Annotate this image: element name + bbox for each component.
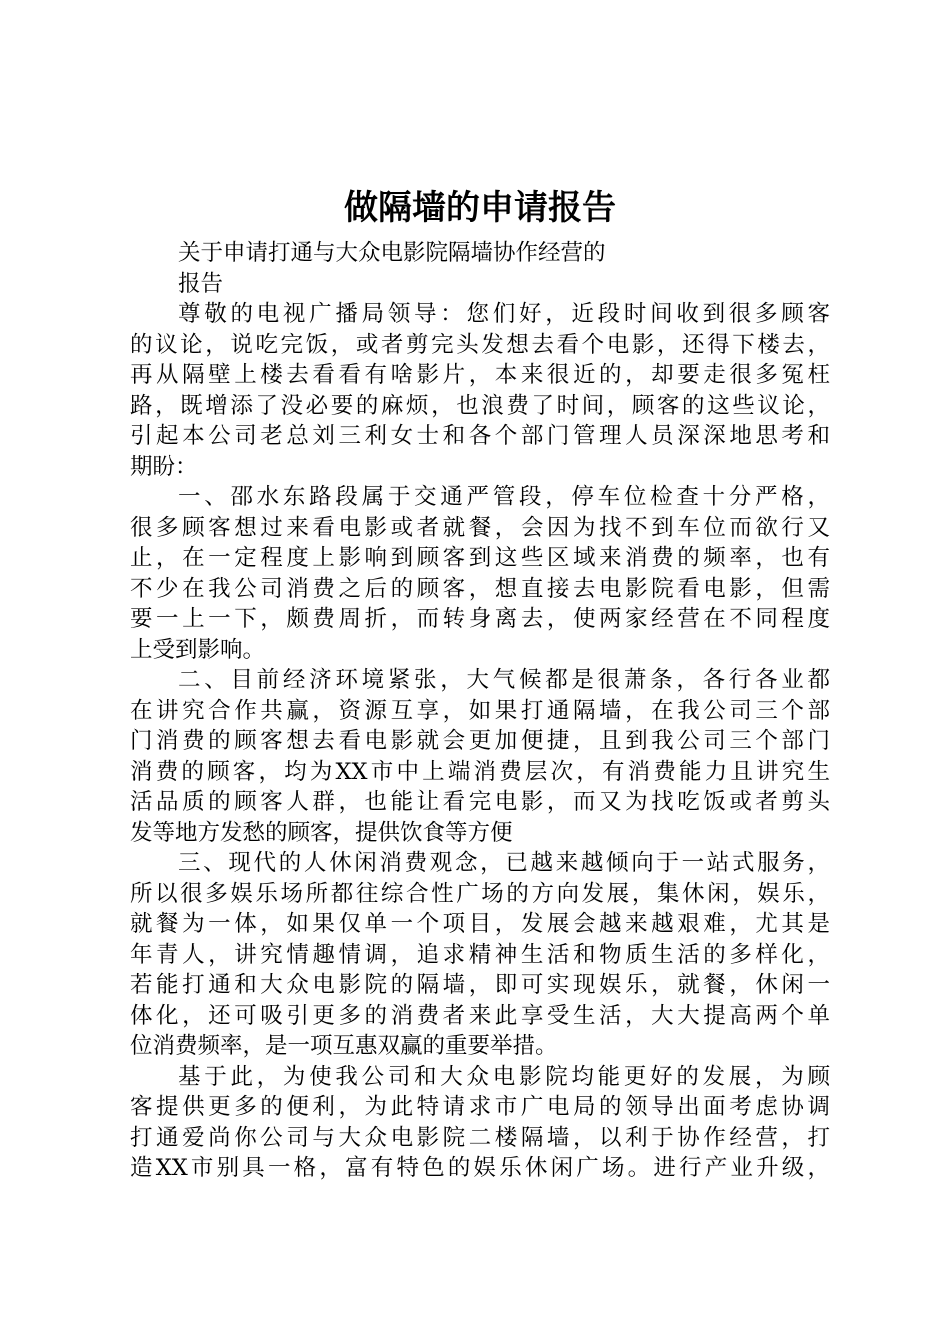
paragraph-line: 所以很多娱乐场所都往综合性广场的方向发展，集休闲，娱乐， (130, 880, 830, 907)
paragraph-line: 造XX市别具一格，富有特色的娱乐休闲广场。进行产业升级， (130, 1155, 830, 1181)
paragraph-line: 上受到影响。 (130, 636, 266, 663)
document-title: 做隔墙的申请报告 (344, 188, 616, 228)
body-paragraph (130, 848, 830, 1062)
paragraph-line: 路，既增添了没必要的麻烦，也浪费了时间，顾客的这些议论， (130, 392, 830, 419)
paragraph-line: 活品质的顾客人群，也能让看完电影，而又为找吃饭或者剪头 (130, 789, 830, 815)
paragraph-line: 基于此，为使我公司和大众电影院均能更好的发展，为顾 (178, 1063, 830, 1090)
paragraph-line: 二、目前经济环境紧张，大气候都是很萧条，各行各业都 (178, 667, 830, 693)
body-paragraph (130, 665, 830, 848)
paragraph-line: 发等地方发愁的顾客，提供饮食等方便 (130, 819, 513, 846)
paragraph-line: 引起本公司老总刘三利女士和各个部门管理人员深深地思考和 (130, 423, 830, 449)
paragraph-line: 不少在我公司消费之后的顾客，想直接去电影院看电影，但需 (130, 575, 830, 602)
paragraph-line: 消费的顾客，均为XX市中上端消费层次，有消费能力且讲究生 (130, 758, 830, 785)
paragraph-line: 门消费的顾客想去看电影就会更加便捷，且到我公司三个部门 (130, 728, 830, 754)
subtitle-line: 关于申请打通与大众电影院隔墙协作经营的 (178, 240, 606, 266)
body-paragraph (130, 1062, 830, 1184)
subtitle-line: 报告 (178, 270, 224, 297)
paragraph-line: 就餐为一体，如果仅单一个项目，发展会越来越艰难，尤其是 (130, 911, 830, 937)
paragraph-line: 年青人，讲究情趣情调，追求精神生活和物质生活的多样化， (130, 941, 830, 968)
paragraph-line: 要一上一下，颇费周折，而转身离去，使两家经营在不同程度 (130, 606, 830, 632)
paragraph-line: 止，在一定程度上影响到顾客到这些区域来消费的频率，也有 (130, 545, 830, 571)
paragraph-line: 三、现代的人休闲消费观念，已越来越倾向于一站式服务， (178, 850, 830, 876)
paragraph-line: 体化，还可吸引更多的消费者来此享受生活，大大提高两个单 (130, 1002, 830, 1029)
paragraph-line: 打通爱尚你公司与大众电影院二楼隔墙，以利于协作经营，打 (130, 1124, 830, 1151)
paragraph-line: 一、邵水东路段属于交通严管段，停车位检查十分严格， (178, 484, 830, 510)
paragraph-line: 期盼： (130, 453, 198, 480)
subtitle (130, 238, 830, 299)
paragraph-line: 在讲究合作共赢，资源互享，如果打通隔墙，在我公司三个部 (130, 697, 830, 724)
paragraph-line: 客提供更多的便利，为此特请求市广电局的领导出面考虑协调 (130, 1094, 830, 1120)
body-paragraph (130, 482, 830, 665)
paragraph-line: 尊敬的电视广播局领导：您们好，近段时间收到很多顾客 (178, 301, 830, 327)
paragraph-line: 位消费频率，是一项互惠双赢的重要举措。 (130, 1033, 558, 1059)
paragraph-line: 再从隔壁上楼去看看有啥影片，本来很近的，却要走很多冤枉 (130, 362, 830, 388)
paragraph-line: 的议论，说吃完饭，或者剪完头发想去看个电影，还得下楼去， (130, 331, 830, 358)
document-page (130, 180, 830, 1184)
document-body (130, 299, 830, 1184)
paragraph-line: 若能打通和大众电影院的隔墙，即可实现娱乐，就餐，休闲一 (130, 972, 830, 998)
body-paragraph (130, 299, 830, 482)
paragraph-line: 很多顾客想过来看电影或者就餐，会因为找不到车位而欲行又 (130, 514, 830, 541)
